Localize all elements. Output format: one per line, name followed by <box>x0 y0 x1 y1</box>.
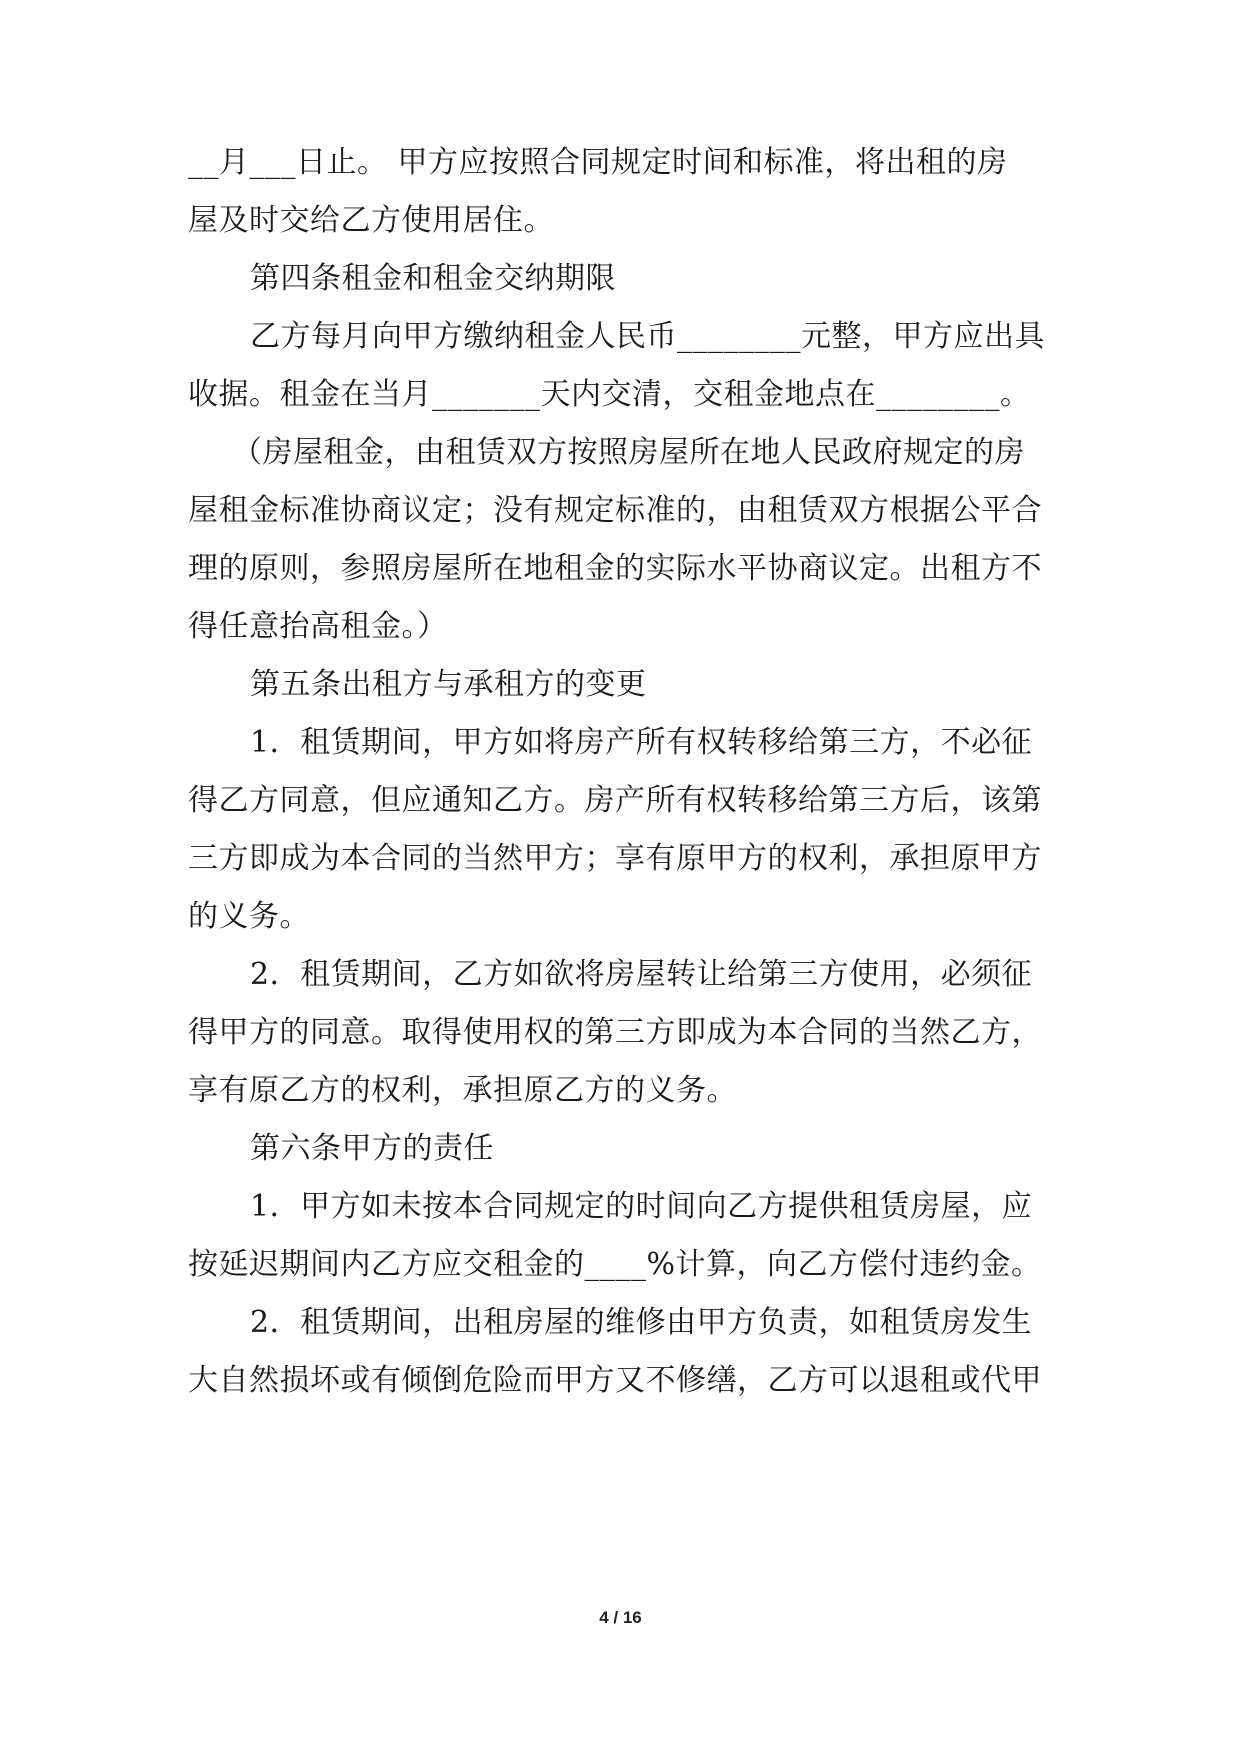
body-text-line: 屋租金标准协商议定；没有规定标准的，由租赁双方根据公平合 <box>188 493 1042 528</box>
body-text-line: 屋及时交给乙方使用居住。 <box>188 203 554 238</box>
section-heading-article-4: 第四条租金和租金交纳期限 <box>250 261 616 296</box>
section-heading-article-5: 第五条出租方与承租方的变更 <box>250 667 647 702</box>
body-text-line: 1．租赁期间，甲方如将房产所有权转移给第三方，不必征 <box>250 725 1033 760</box>
body-text-line: __月___日止。 甲方应按照合同规定时间和标准，将出租的房 <box>188 145 1008 180</box>
body-text-line: 2．租赁期间，乙方如欲将房屋转让给第三方使用，必须征 <box>250 957 1033 992</box>
body-text-line: 收据。租金在当月_______天内交清，交租金地点在________。 <box>188 377 1031 412</box>
page-number: 4 / 16 <box>599 1608 642 1627</box>
body-text-line: 得任意抬高租金。） <box>188 609 448 644</box>
body-text-line: 的义务。 <box>188 899 310 934</box>
body-text-line: 享有原乙方的权利，承担原乙方的义务。 <box>188 1073 737 1108</box>
body-text-line: 1．甲方如未按本合同规定的时间向乙方提供租赁房屋，应 <box>250 1189 1033 1224</box>
body-text-line: 理的原则，参照房屋所在地租金的实际水平协商议定。出租方不 <box>188 551 1042 586</box>
body-text-line: 得乙方同意，但应通知乙方。房产所有权转移给第三方后，该第 <box>188 783 1042 818</box>
body-text-line: 按延迟期间内乙方应交租金的____%计算，向乙方偿付违约金。 <box>188 1247 1042 1282</box>
body-text-line: 2．租赁期间，出租房屋的维修由甲方负责，如租赁房发生 <box>250 1305 1033 1340</box>
body-text-line: 得甲方的同意。取得使用权的第三方即成为本合同的当然乙方， <box>188 1015 1042 1050</box>
body-text-line: 乙方每月向甲方缴纳租金人民币________元整，甲方应出具 <box>250 319 1045 354</box>
body-text-line: （房屋租金，由租赁双方按照房屋所在地人民政府规定的房 <box>232 435 1025 470</box>
body-text-line: 三方即成为本合同的当然甲方；享有原甲方的权利，承担原甲方 <box>188 841 1042 876</box>
body-text-line: 大自然损坏或有倾倒危险而甲方又不修缮，乙方可以退租或代甲 <box>188 1363 1042 1398</box>
section-heading-article-6: 第六条甲方的责任 <box>250 1131 494 1166</box>
